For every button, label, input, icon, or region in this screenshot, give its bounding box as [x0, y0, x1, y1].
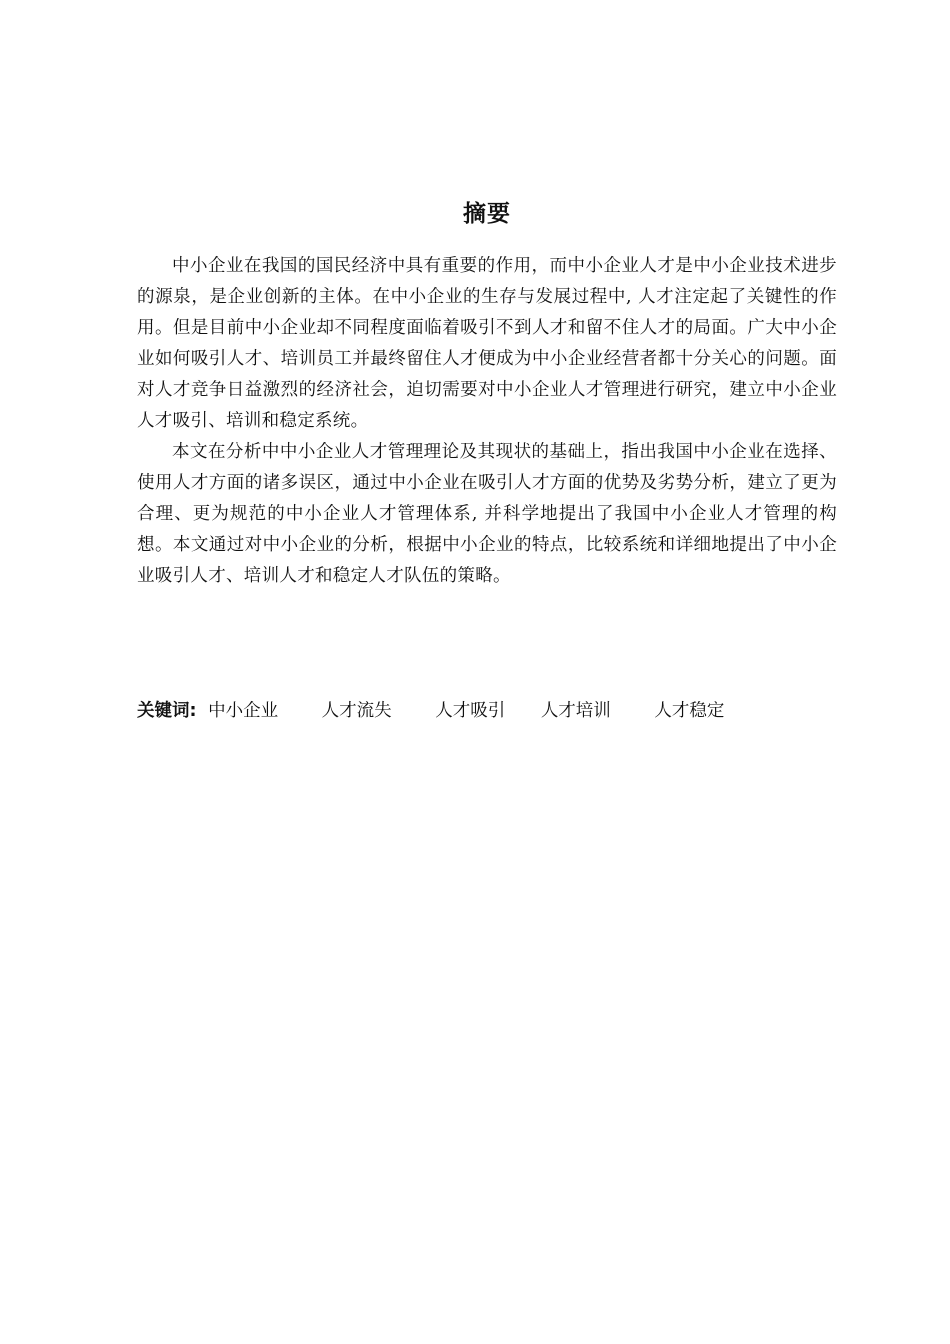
abstract-body: [137, 251, 837, 592]
keywords-label: 关键词:: [137, 701, 197, 721]
keyword-item: 人才流失: [321, 701, 392, 721]
abstract-paragraph-2: 本文在分析中中小企业人才管理理论及其现状的基础上，指出我国中小企业在选择、使用人才方面的诸多误区，通过中小企业在吸引人才方面的优势及劣势分析，建立了更为合理、更为规范的中小企业人才管理体系, 并科学地提出了我国中小企业人才管理的构想。本文通过对中小企业的分析，根据中小企业的特点，比较系统和详细地提出了中小企业吸引人才、培训人才和稳定人才队伍的策略。: [137, 442, 837, 586]
keyword-item: 人才吸引: [435, 701, 506, 721]
keyword-item: 人才培训: [540, 701, 611, 721]
keywords-line: [137, 695, 724, 727]
keyword-item: 人才稳定: [654, 701, 725, 721]
abstract-title: 摘要: [463, 201, 511, 227]
keyword-item: 中小企业: [208, 701, 279, 721]
abstract-paragraph-1: 中小企业在我国的国民经济中具有重要的作用，而中小企业人才是中小企业技术进步的源泉，是企业创新的主体。在中小企业的生存与发展过程中, 人才注定起了关键性的作用。但是目前中小企业却不同程度面临着吸引不到人才和留不住人才的局面。广大中小企业如何吸引人才、培训员工并最终留住人才便成为中小企业经营者都十分关心的问题。面对人才竞争日益激烈的经济社会，迫切需要对中小企业人才管理进行研究，建立中小企业人才吸引、培训和稳定系统。: [137, 256, 837, 431]
